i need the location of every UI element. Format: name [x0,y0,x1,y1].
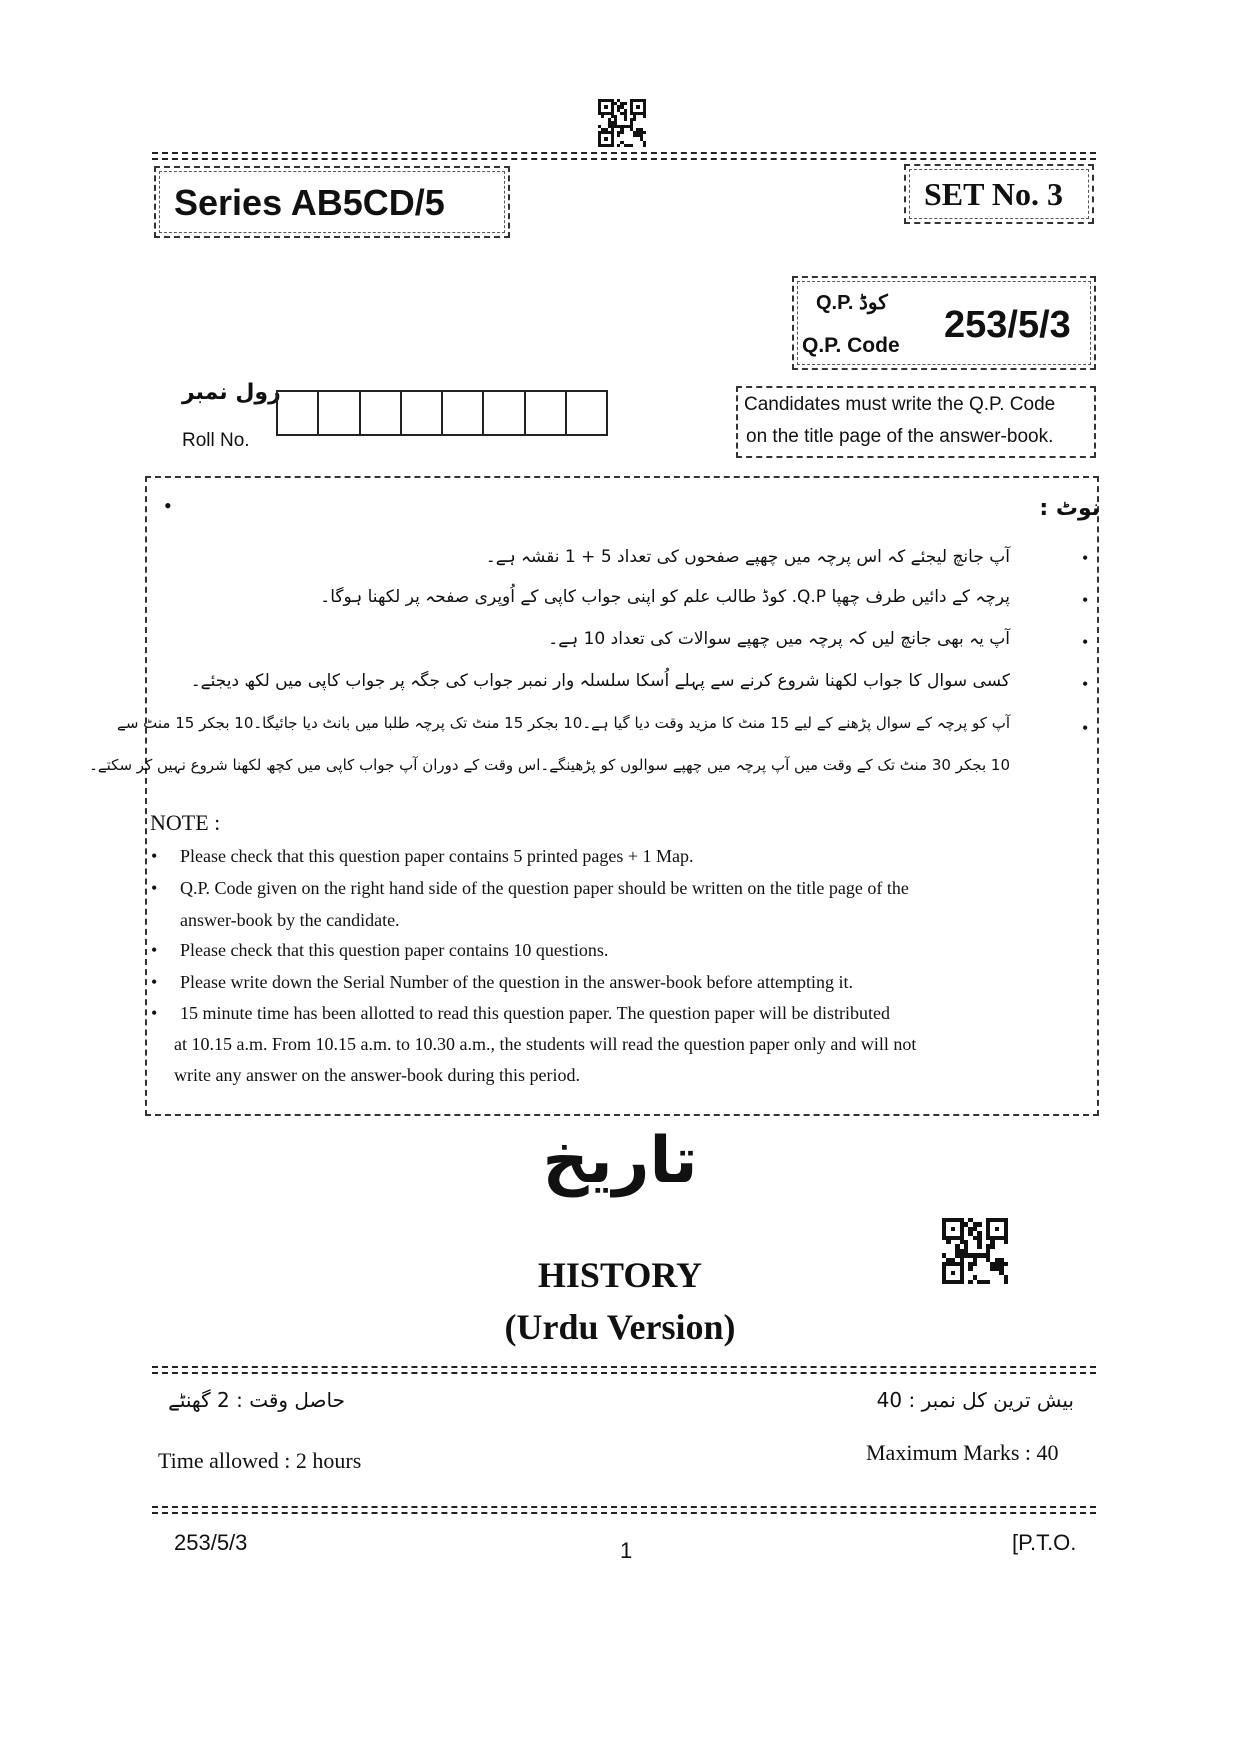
note-line: Please check that this question paper contains 5 printed pages + 1 Map. [180,846,694,866]
qr-code-icon [942,1218,1008,1284]
candidate-note-line: on the title page of the answer-book. [746,426,1054,447]
time-allowed-urdu: حاصل وقت : 2 گھنٹے [168,1388,345,1412]
urdu-instruction-line: آپ کو پرچہ کے سوال پڑھنے کے لیے 15 منٹ کا مزید وقت دیا گیا ہے۔10 بجکر 15 منٹ تک پرچہ طلبا میں بانٹ دیا جائیگا۔10 بجکر 15 منٹ سے [117,714,1010,732]
roll-number-boxes[interactable] [276,390,608,436]
max-marks: Maximum Marks : 40 [866,1440,1059,1465]
urdu-instruction-line: کسی سوال کا جواب لکھنا شروع کرنے سے پہلے اُسکا سلسلہ وار نمبر جواب کی جگہ پر جواب کاپی میں لکھ دیجئے۔ [190,671,1010,691]
pto-label: [P.T.O. [1012,1530,1077,1555]
subject-title: HISTORY [537,1255,703,1295]
urdu-note-heading: نوٹ : [1039,496,1100,521]
qr-code-icon [598,99,646,147]
note-line: answer-book by the candidate. [180,910,400,930]
note-bullet: • [151,972,158,992]
candidate-note-box [736,386,1096,458]
note-heading: NOTE : [150,810,221,835]
urdu-instruction-line: پرچہ کے دائیں طرف چھپا Q.P. کوڈ طالب علم کو اپنی جواب کاپی کے اُوپری صفحہ پر لکھنا ہوگا۔ [320,587,1010,607]
set-number: SET No. 3 [924,176,1064,212]
title-divider [152,1366,1096,1368]
note-bullet: • [151,940,158,960]
urdu-instruction-line: 10 بجکر 30 منٹ تک کے وقت میں آپ پرچہ میں چھپے سوالوں کو پڑھینگے۔اس وقت کے دوران آپ جواب کاپی میں کچھ لکھنا شروع نہیں کر سکتے۔ [89,756,1010,774]
set-number-box [904,164,1094,224]
time-allowed: Time allowed : 2 hours [158,1448,362,1473]
page-number: 1 [620,1538,633,1563]
qp-code-label-urdu: Q.P. کوڈ [816,292,888,314]
top-divider [152,152,1096,154]
note-line: Please write down the Serial Number of the question in the answer-book before attempting it. [180,972,853,992]
note-line: write any answer on the answer-book during this period. [174,1065,581,1085]
urdu-bullet: • [1082,590,1089,610]
candidate-note-line: Candidates must write the Q.P. Code [744,394,1056,415]
series-label: Series AB5CD/5 [174,182,445,223]
series-box [154,166,510,238]
note-bullet: • [151,846,158,866]
urdu-instruction-line: آپ جانچ لیجئے کہ اس پرچہ میں چھپے صفحوں کی تعداد 5 + 1 نقشہ ہے۔ [485,547,1010,567]
footer-code: 253/5/3 [174,1530,248,1555]
note-line: Q.P. Code given on the right hand side of the question paper should be written on the title page of the [180,878,909,898]
urdu-bullet: • [1082,718,1089,738]
max-marks-urdu: بیش ترین کل نمبر : 40 [876,1388,1074,1412]
urdu-instruction-line: آپ یہ بھی جانچ لیں کہ پرچہ میں چھپے سوالات کی تعداد 10 ہے۔ [548,629,1010,649]
roll-digit-box[interactable] [443,392,484,434]
roll-digit-box[interactable] [278,392,319,434]
roll-digit-box[interactable] [526,392,567,434]
note-line: at 10.15 a.m. From 10.15 a.m. to 10.30 a.m., the students will read the question paper only and will not [174,1034,917,1054]
roll-digit-box[interactable] [567,392,606,434]
urdu-title: تاریخ [542,1124,698,1198]
roll-number-label-urdu: رول نمبر [182,380,281,405]
note-line: Please check that this question paper contains 10 questions. [180,940,609,960]
urdu-bullet: • [1082,632,1089,652]
bottom-divider [152,1506,1096,1508]
roll-digit-box[interactable] [319,392,360,434]
qp-code-box [792,276,1096,370]
qp-code-value: 253/5/3 [944,304,1071,346]
version-title: (Urdu Version) [504,1307,736,1347]
roll-number-label: Roll No. [182,430,250,451]
roll-digit-box[interactable] [361,392,402,434]
urdu-bullet: • [1082,674,1089,694]
urdu-bullet: • [1082,548,1089,568]
stray-bullet: • [164,493,172,518]
note-bullet: • [151,878,158,898]
roll-digit-box[interactable] [484,392,525,434]
note-line: 15 minute time has been allotted to read this question paper. The question paper will be distributed [180,1003,891,1023]
qp-code-label: Q.P. Code [802,334,900,357]
roll-digit-box[interactable] [402,392,443,434]
note-bullet: • [151,1003,158,1023]
